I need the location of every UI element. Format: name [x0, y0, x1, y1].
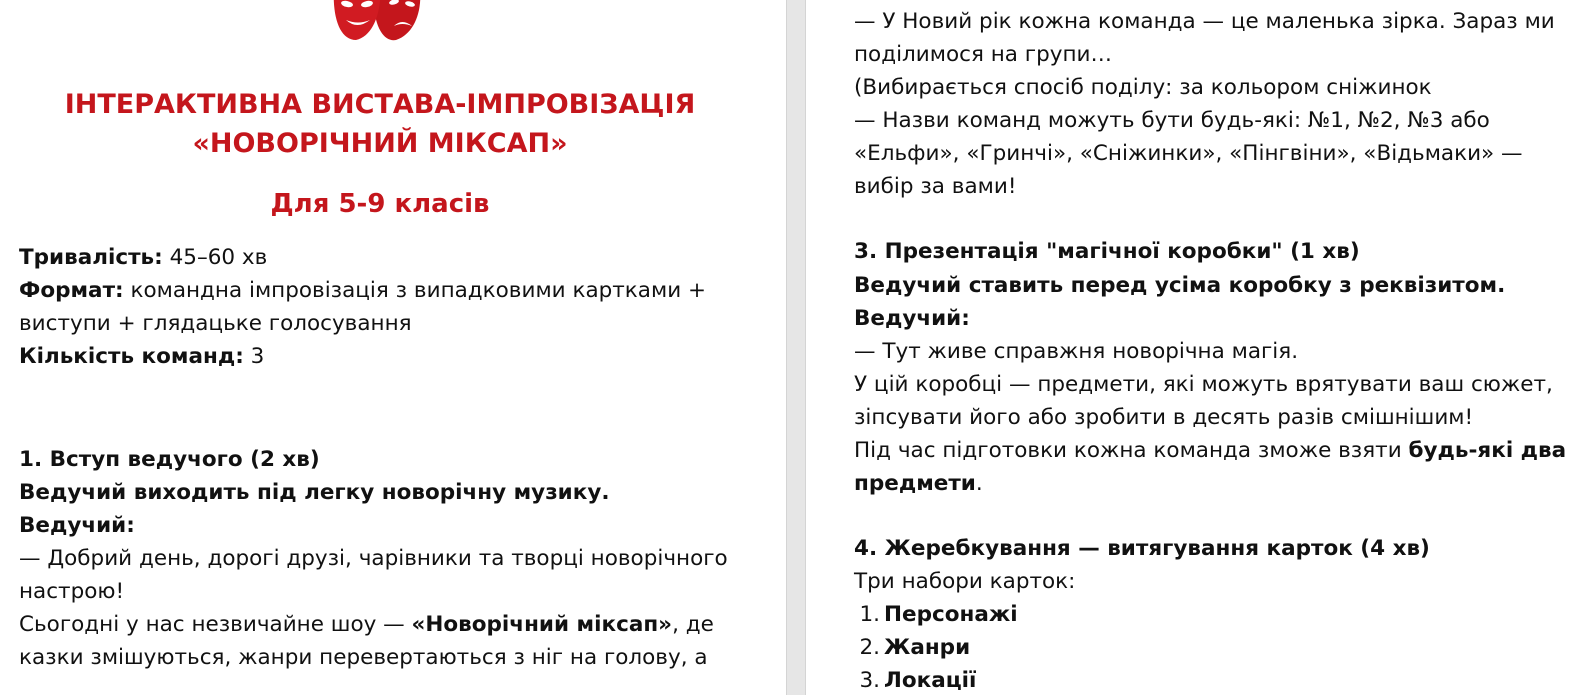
list-item-label: Локації [884, 668, 977, 693]
section-1-paragraph: — Добрий день, дорогі друзі, чарівники та творці новорічного [19, 546, 728, 571]
list-item-number: 2. [859, 635, 880, 660]
duration-value: 45–60 хв [162, 245, 268, 270]
section-1-paragraph-2 [19, 610, 714, 640]
teams-value: 3 [243, 344, 265, 369]
section-2-paragraph-cont: поділимося на групи… [854, 42, 1112, 67]
section-4-heading: 4. Жеребкування — витягування карток (4 хв) [854, 536, 1430, 561]
duration-label: Тривалість: [19, 245, 163, 270]
list-item-number: 3. [859, 668, 880, 693]
section-2-paragraph: — У Новий рік кожна команда — це маленька зірка. Зараз ми [854, 9, 1555, 34]
duration-line [19, 243, 267, 273]
format-line-continued: виступи + глядацьке голосування [19, 311, 412, 336]
section-2-team-names-cont: «Ельфи», «Гринчі», «Сніжинки», «Пінгвіни», «Відьмаки» — [854, 141, 1523, 166]
section-1-host-label: Ведучий: [19, 513, 135, 538]
text-run: , де [672, 612, 714, 637]
text-run: Сьогодні у нас незвичайне шоу — [19, 612, 412, 637]
section-1-heading: 1. Вступ ведучого (2 хв) [19, 447, 320, 472]
document-title-line-2: «НОВОРІЧНИЙ МІКСАП» [192, 128, 568, 159]
list-item [854, 633, 970, 663]
section-2-team-names-end: вибір за вами! [854, 174, 1017, 199]
section-3-heading: 3. Презентація "магічної коробки" (1 хв) [854, 239, 1360, 264]
show-name-bold: «Новорічний міксап» [411, 612, 673, 637]
section-4-intro: Три набори карток: [854, 569, 1076, 594]
teams-line [19, 342, 264, 372]
section-1-stage-direction: Ведучий виходить під легку новорічну музику. [19, 480, 610, 505]
format-value: командна імпровізація з випадковими картками + [123, 278, 707, 303]
text-run: Під час підготовки кожна команда зможе взяти [854, 438, 1409, 463]
text-run: . [975, 471, 983, 496]
section-3-paragraph-2-cont: зіпсувати його або зробити в десять разів смішнішим! [854, 405, 1474, 430]
section-3-paragraph: — Тут живе справжня новорічна магія. [854, 339, 1299, 364]
list-item [854, 666, 976, 695]
section-1-paragraph-cont: настрою! [19, 579, 125, 604]
list-item [854, 600, 1018, 630]
document-page-left [0, 0, 786, 695]
list-item-number: 1. [859, 602, 880, 627]
format-label: Формат: [19, 278, 124, 303]
section-1-paragraph-2-cont: казки змішуються, жанри перевертаються з ніг на голову, а [19, 645, 708, 670]
section-3-host-label: Ведучий: [854, 306, 970, 331]
document-page-right [806, 0, 1594, 695]
list-item-label: Жанри [884, 635, 971, 660]
section-2-team-names: — Назви команд можуть бути будь-які: №1, №2, №3 або [854, 108, 1490, 133]
text-run-bold: будь-які два [1408, 438, 1567, 463]
teams-label: Кількість команд: [19, 344, 244, 369]
page-gutter [786, 0, 806, 695]
section-3-stage-direction: Ведучий ставить перед усіма коробку з реквізитом. [854, 273, 1506, 298]
document-title-line-1: ІНТЕРАКТИВНА ВИСТАВА-ІМПРОВІЗАЦІЯ [64, 89, 696, 120]
section-3-paragraph-3 [854, 436, 1566, 466]
section-3-paragraph-2: У цій коробці — предмети, які можуть врятувати ваш сюжет, [854, 372, 1553, 397]
list-item-label: Персонажі [884, 602, 1018, 627]
section-2-division-note: (Вибирається спосіб поділу: за кольором сніжинок [854, 75, 1432, 100]
text-run-bold: предмети [854, 471, 976, 496]
document-subtitle: Для 5-9 класів [270, 189, 490, 219]
theater-masks-icon [330, 0, 426, 44]
section-3-paragraph-3-cont [854, 469, 983, 499]
format-line [19, 276, 706, 306]
